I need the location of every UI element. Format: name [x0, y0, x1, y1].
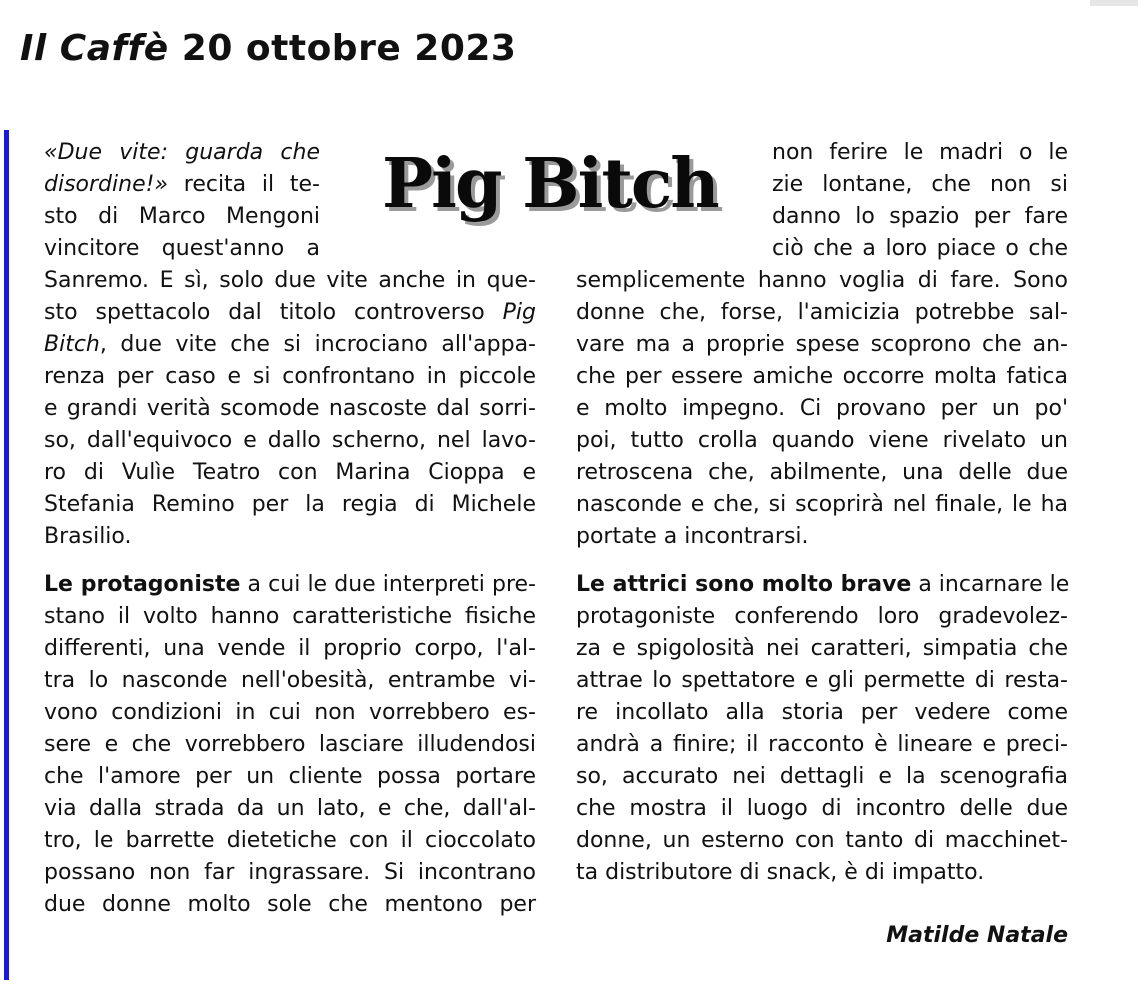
text-line: ta distributore di snack, è di impatto.	[576, 860, 985, 885]
text-line: che l'amore per un cliente possa portare	[44, 764, 536, 789]
line-text: sto spettacolo dal titolo controverso	[44, 300, 503, 325]
text-line: due donne molto sole che mentono per	[44, 892, 536, 917]
text-line: sto di Marco Mengoni	[44, 204, 320, 229]
line-text: recita il te-	[168, 172, 320, 197]
quote-text: disordine!»	[44, 172, 168, 197]
text-line: Stefania Remino per la regia di Michele	[44, 492, 536, 517]
text-line: semplicemente hanno voglia di fare. Sono	[576, 268, 1068, 293]
text-line: andrà a finire; il racconto è lineare e preci-	[576, 732, 1068, 757]
text-line: vono condizioni in cui non vorrebbero es-	[44, 700, 536, 725]
text-line: donne, un esterno con tanto di macchinet-	[576, 828, 1068, 853]
text-line: za e spigolosità nei caratteri, simpatia che	[576, 636, 1068, 661]
text-line: via dalla strada da un lato, e che, dall'al-	[44, 796, 536, 821]
text-line: danno lo spazio per fare	[772, 204, 1068, 229]
text-line: che mostra il luogo di incontro delle due	[576, 796, 1068, 821]
text-line: e molto impegno. Ci provano per un po'	[576, 396, 1068, 421]
text-line: zie lontane, che non si	[772, 172, 1068, 197]
text-line: vare ma a proprie spese scoprono che an-	[576, 332, 1068, 357]
text-line: possano non far ingrassare. Si incontrano	[44, 860, 536, 885]
text-line: Brasilio.	[44, 524, 132, 549]
text-line: so, dall'equivoco e dallo scherno, nel lavo-	[44, 428, 536, 453]
text-line: re incollato alla storia per vedere come	[576, 700, 1068, 725]
text-line: non ferire le madri o le	[772, 140, 1068, 165]
text-line: so, accurato nei dettagli e la scenografia	[576, 764, 1068, 789]
text-line: Sanremo. E sì, solo due vite anche in que-	[44, 268, 536, 293]
page-header	[20, 28, 516, 69]
title-reference: Pig	[502, 300, 536, 325]
text-line: retroscena che, abilmente, una delle due	[576, 460, 1068, 485]
text-line: renza per caso e si confrontano in piccole	[44, 364, 536, 389]
publication-name: Il Caffè	[20, 28, 169, 69]
text-line: differenti, una vende il proprio corpo, l'al-	[44, 636, 536, 661]
text-line	[44, 168, 320, 202]
text-line: attrae lo spettatore e gli permette di resta-	[576, 668, 1068, 693]
text-line: protagoniste conferendo loro gradevolez-	[576, 604, 1068, 629]
text-line: ro di Vulìe Teatro con Marina Cioppa e	[44, 460, 536, 485]
text-line	[576, 568, 1068, 602]
text-line: poi, tutto crolla quando viene rivelato un	[576, 428, 1068, 453]
text-line: stano il volto hanno caratteristiche fisiche	[44, 604, 536, 629]
text-line: tra lo nasconde nell'obesità, entrambe vi-	[44, 668, 536, 693]
text-line	[44, 328, 536, 362]
text-line: e grandi verità scomode nascoste dal sorri-	[44, 396, 536, 421]
text-line: sere e che vorrebbero lasciare illudendosi	[44, 732, 536, 757]
article-title: Pig Bitch	[382, 144, 718, 224]
text-line: ciò che a loro piace o che	[772, 236, 1068, 261]
line-text: , due vite che si incrociano all'appa-	[99, 332, 536, 357]
text-line: vincitore quest'anno a	[44, 236, 320, 261]
text-line: tro, le barrette dietetiche con il cioccolato	[44, 828, 536, 853]
line-text: a cui le due interpreti pre-	[240, 572, 536, 597]
line-text: a incarnare le	[911, 572, 1070, 597]
author-signature: Matilde Natale	[886, 923, 1068, 948]
top-edge-line	[1090, 0, 1138, 6]
margin-rule	[4, 130, 9, 980]
text-line: portate a incontrarsi.	[576, 524, 809, 549]
text-line	[44, 568, 536, 602]
lead-in-bold: Le protagoniste	[44, 572, 241, 597]
title-reference: Bitch	[44, 332, 100, 357]
text-line	[44, 296, 536, 330]
quote-text: «Due vite: guarda che	[44, 140, 320, 165]
text-line: nasconde e che, si scoprirà nel finale, le ha	[576, 492, 1068, 517]
publication-date: 20 ottobre 2023	[181, 28, 517, 69]
text-line: che per essere amiche occorre molta fatica	[576, 364, 1068, 389]
text-line: donne che, forse, l'amicizia potrebbe sal-	[576, 300, 1068, 325]
lead-in-bold: Le attrici sono molto brave	[576, 572, 912, 597]
text-line	[44, 136, 320, 170]
